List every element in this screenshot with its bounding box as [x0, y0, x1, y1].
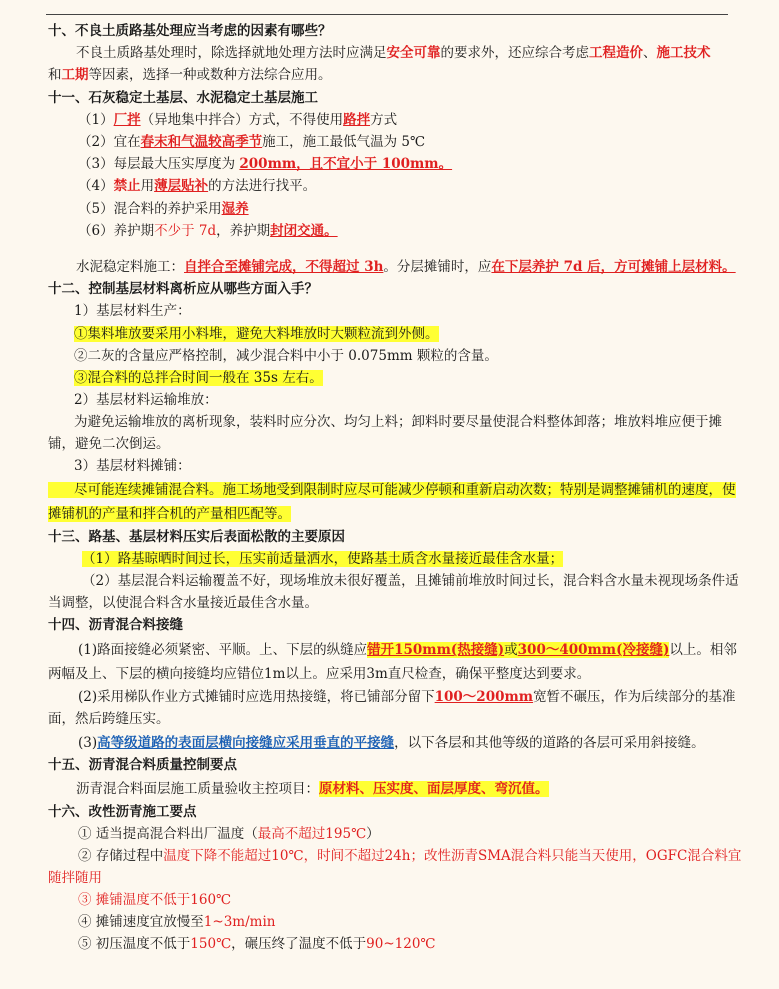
- section-11-item-5: （5）混合料的养护采用湿养: [78, 200, 249, 217]
- section-12-sub-1: 1）基层材料生产：: [74, 303, 191, 320]
- section-14-item-3: (3)高等级道路的表面层横向接缝应采用垂直的平接缝，以下各层和其他等级的道路的各层可采用斜接缝。: [78, 735, 705, 752]
- section-11-item-1: （1）厂拌（异地集中拌合）方式，不得使用路拌方式: [78, 111, 398, 128]
- section-13-item-1: （1）路基晾晒时间过长，压实前适量洒水，使路基土质含水量接近最佳含水量；: [82, 550, 564, 567]
- section-14-item-2: (2)采用梯队作业方式摊铺时应选用热接缝，将已铺部分留下100～200mm宽暂不碾压，作为后续部分的基准面，然后跨缝压实。: [48, 689, 736, 728]
- section-15-paragraph: 沥青混合料面层施工质量验收主控项目：原材料、压实度、面层厚度、弯沉值。: [76, 780, 549, 797]
- section-16-item-3: ③ 摊铺温度不低于160℃: [78, 892, 232, 909]
- section-14-heading: 十四、沥青混合料接缝: [48, 617, 183, 634]
- section-10-paragraph-line-1: 不良土质路基处理时，除选择就地处理方法时应满足安全可靠的要求外，还应综合考虑工程造价、施工技术: [76, 45, 711, 62]
- section-11-cement-note: 水泥稳定料施工：自拌合至摊铺完成，不得超过 3h。分层摊铺时，应在下层养护 7d 后，方可摊铺上层材料。: [76, 259, 736, 276]
- section-13-item-2: （2）基层混合料运输覆盖不好，现场堆放未很好覆盖，且摊铺前堆放时间过长，混合料含水量未视现场条件适当调整，以使混合料含水量接近最佳含水量。: [48, 573, 739, 612]
- section-15-heading: 十五、沥青混合料质量控制要点: [48, 757, 237, 774]
- section-14-item-1: (1)路面接缝必须紧密、平顺。上、下层的纵缝应错开150mm(热接缝)或300～400mm(冷接缝)以上。相邻两幅及上、下层的横向接缝均应错位1m以上。应采用3m直尺检查，确保平整度达到要求。: [48, 642, 737, 683]
- document-body: [48, 20, 744, 956]
- section-11-item-2: （2）宜在春末和气温较高季节施工，施工最低气温为 5℃: [78, 134, 426, 151]
- section-16-item-4: ④ 摊铺速度宜放慢至1~3m/min: [78, 914, 276, 931]
- section-12-point-2: ②二灰的含量应严格控制，减少混合料中小于 0.075mm 颗粒的含量。: [74, 347, 498, 364]
- section-12-heading: 十二、控制基层材料离析应从哪些方面入手？: [48, 281, 318, 298]
- section-12-point-1: ①集料堆放要采用小料堆，避免大料堆放时大颗粒流到外侧。: [74, 325, 439, 342]
- section-12-paving-paragraph: 尽可能连续摊铺混合料。施工场地受到限制时应尽可能减少停顿和重新启动次数；特别是调整摊铺机的速度，使摊铺机的产量和拌合机的产量相匹配等。: [48, 481, 736, 522]
- section-10-heading: 十、不良土质路基处理应当考虑的因素有哪些？: [48, 23, 332, 39]
- section-12-sub-3: 3）基层材料摊铺：: [74, 458, 191, 475]
- top-rule: [46, 14, 728, 15]
- section-16-item-2: ② 存储过程中温度下降不能超过10℃，时间不超过24h；改性沥青SMA混合料只能当天使用，OGFC混合料宜随拌随用: [48, 848, 742, 887]
- section-11-heading: 十一、石灰稳定土基层、水泥稳定土基层施工: [48, 89, 318, 106]
- section-12-sub-2: 2）基层材料运输堆放：: [74, 392, 218, 409]
- section-11-item-6: （6）养护期不少于 7d，养护期封闭交通。: [78, 222, 338, 239]
- section-13-heading: 十三、路基、基层材料压实后表面松散的主要原因: [48, 528, 345, 545]
- section-11-item-4: （4）禁止用薄层贴补的方法进行找平。: [78, 178, 317, 195]
- section-16-heading: 十六、改性沥青施工要点: [48, 803, 197, 820]
- section-16-item-1: ① 适当提高混合料出厂温度（最高不超过195℃）: [78, 825, 380, 842]
- section-12-transport-paragraph: 为避免运输堆放的离析现象，装料时应分次、均匀上料；卸料时要尽量使混合料整体卸落；堆放料堆应便于摊铺，避免二次倒运。: [48, 414, 722, 453]
- section-16-item-5: ⑤ 初压温度不低于150℃，碾压终了温度不低于90~120℃: [78, 936, 436, 953]
- section-12-point-3: ③混合料的总拌合时间一般在 35s 左右。: [74, 370, 323, 387]
- section-10-paragraph-line-2: 和工期等因素，选择一种或数种方法综合应用。: [48, 67, 332, 84]
- section-11-item-3: （3）每层最大压实厚度为 200mm，且不宜小于 100mm。: [78, 156, 453, 173]
